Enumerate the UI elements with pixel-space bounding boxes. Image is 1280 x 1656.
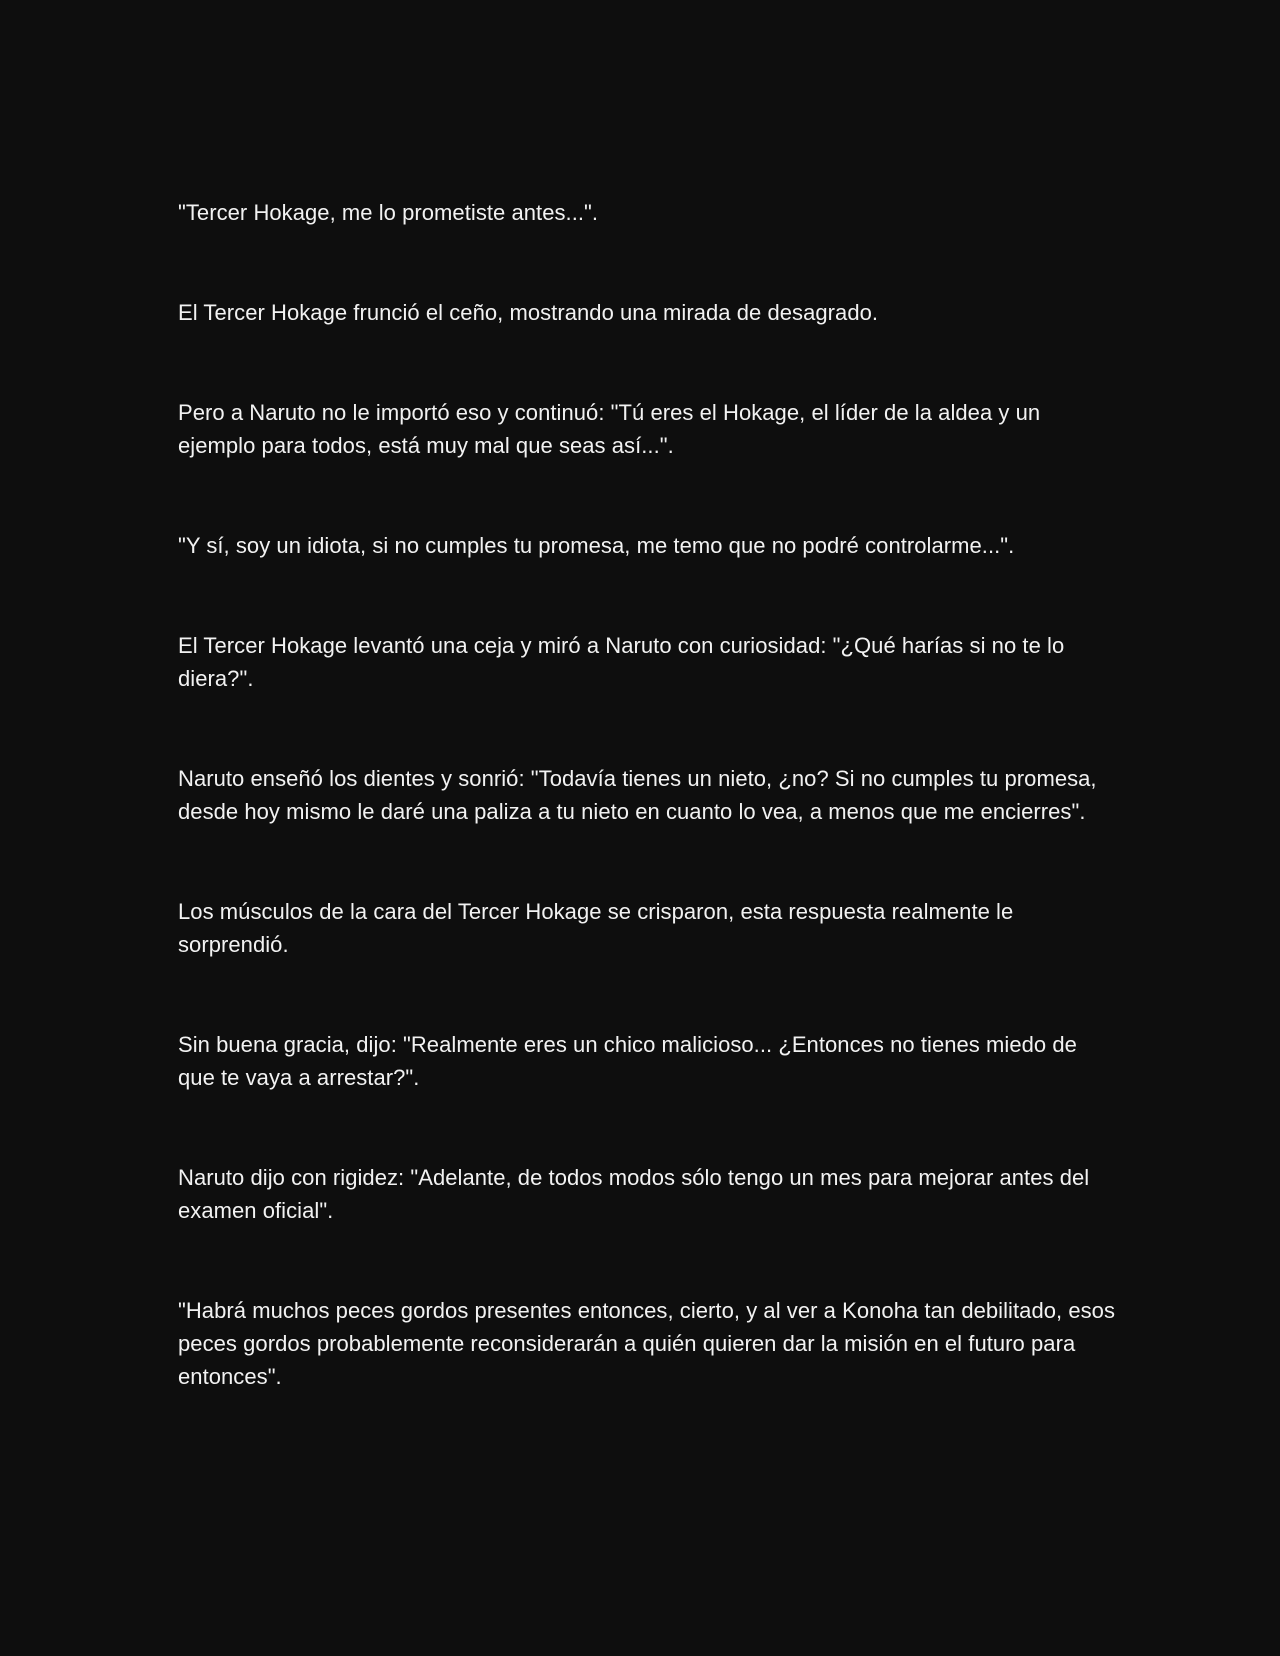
paragraph-7: Los músculos de la cara del Tercer Hokage se crisparon, esta respuesta realmente le sorprendió. <box>178 899 1014 957</box>
paragraph-5: El Tercer Hokage levantó una ceja y miró a Naruto con curiosidad: "¿Qué harías si no te lo diera?". <box>178 633 1065 691</box>
paragraph-10: "Habrá muchos peces gordos presentes entonces, cierto, y al ver a Konoha tan debilitado, esos peces gordos probablemente reconsiderarán a quién quieren dar la misión en el futuro para entonces". <box>178 1298 1116 1389</box>
paragraph-8: Sin buena gracia, dijo: "Realmente eres un chico malicioso... ¿Entonces no tienes miedo de que te vaya a arrestar?". <box>178 1032 1077 1090</box>
paragraph-9: Naruto dijo con rigidez: "Adelante, de todos modos sólo tengo un mes para mejorar antes del examen oficial". <box>178 1165 1090 1223</box>
text-column <box>178 196 1118 1393</box>
paragraph-4: "Y sí, soy un idiota, si no cumples tu promesa, me temo que no podré controlarme...". <box>178 533 1015 558</box>
paragraph-6: Naruto enseñó los dientes y sonrió: "Todavía tienes un nieto, ¿no? Si no cumples tu promesa, desde hoy mismo le daré una paliza a tu nieto en cuanto lo vea, a menos que me encierres". <box>178 766 1097 824</box>
paragraph-2: El Tercer Hokage frunció el ceño, mostrando una mirada de desagrado. <box>178 300 879 325</box>
paragraph-3: Pero a Naruto no le importó eso y continuó: "Tú eres el Hokage, el líder de la aldea y un ejemplo para todos, está muy mal que seas así...". <box>178 400 1041 458</box>
paragraph-1: "Tercer Hokage, me lo prometiste antes...". <box>178 200 599 225</box>
